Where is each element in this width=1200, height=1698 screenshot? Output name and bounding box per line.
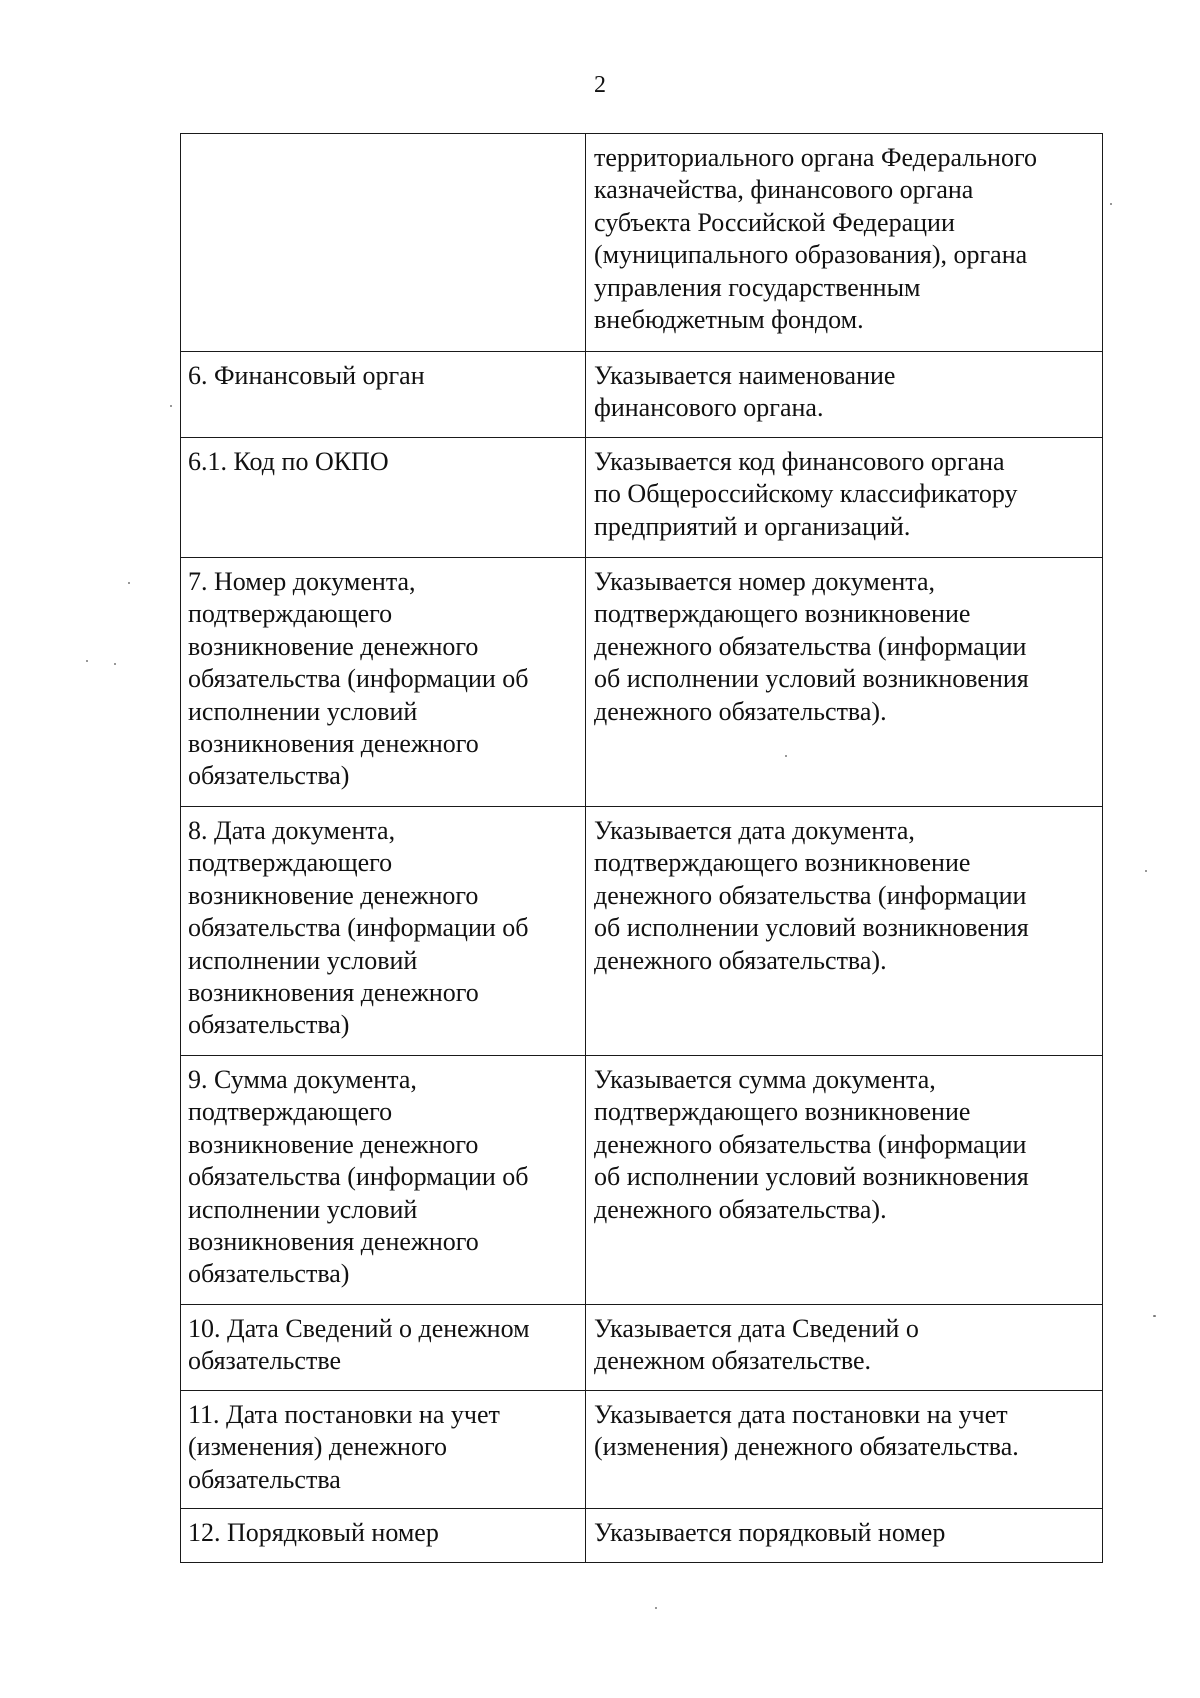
table-row — [181, 1509, 1103, 1563]
field-description-cell: Указывается дата Сведений о денежном обязательстве. — [586, 1305, 1103, 1391]
field-description-cell: Указывается дата документа, подтверждающего возникновение денежного обязательства (информации об исполнении условий возникновения денежного обязательства). — [586, 807, 1103, 1056]
field-name-cell: 8. Дата документа, подтверждающего возникновение денежного обязательства (информации об исполнении условий возникновения денежного обязательства) — [181, 807, 586, 1056]
scan-speck — [86, 660, 88, 662]
table-row — [181, 134, 1103, 352]
field-name-cell: 6.1. Код по ОКПО — [181, 438, 586, 558]
field-name-cell: 9. Сумма документа, подтверждающего возникновение денежного обязательства (информации об исполнении условий возникновения денежного обязательства) — [181, 1056, 586, 1305]
scan-speck — [114, 663, 116, 665]
field-name-cell — [181, 134, 586, 352]
table-row — [181, 1305, 1103, 1391]
scan-speck — [785, 755, 787, 757]
table-row — [181, 1391, 1103, 1509]
field-name-cell: 10. Дата Сведений о денежном обязательстве — [181, 1305, 586, 1391]
field-name-cell: 6. Финансовый орган — [181, 352, 586, 438]
field-description-cell: Указывается наименование финансового органа. — [586, 352, 1103, 438]
field-description-cell: Указывается дата постановки на учет (изменения) денежного обязательства. — [586, 1391, 1103, 1509]
field-description-cell: Указывается код финансового органа по Общероссийскому классификатору предприятий и организаций. — [586, 438, 1103, 558]
field-name-cell: 7. Номер документа, подтверждающего возникновение денежного обязательства (информации об исполнении условий возникновения денежного обязательства) — [181, 558, 586, 807]
table-row — [181, 438, 1103, 558]
field-name-cell: 12. Порядковый номер — [181, 1509, 586, 1563]
table-row — [181, 352, 1103, 438]
field-name-cell: 11. Дата постановки на учет (изменения) денежного обязательства — [181, 1391, 586, 1509]
table-row — [181, 558, 1103, 807]
field-description-cell: Указывается номер документа, подтверждающего возникновение денежного обязательства (информации об исполнении условий возникновения денежного обязательства). — [586, 558, 1103, 807]
scan-speck — [128, 582, 130, 584]
field-description-cell: Указывается сумма документа, подтверждающего возникновение денежного обязательства (информации об исполнении условий возникновения денежного обязательства). — [586, 1056, 1103, 1305]
table-row — [181, 1056, 1103, 1305]
scan-speck — [1145, 870, 1147, 872]
fields-table — [180, 133, 1103, 1563]
field-description-cell: Указывается порядковый номер — [586, 1509, 1103, 1563]
table-row — [181, 807, 1103, 1056]
scan-speck — [655, 1607, 657, 1609]
page-number: 2 — [594, 72, 606, 98]
scan-speck — [170, 405, 172, 407]
scan-speck — [1110, 203, 1112, 205]
scan-speck — [1153, 1315, 1156, 1317]
field-description-cell: территориального органа Федерального казначейства, финансового органа субъекта Российской Федерации (муниципального образования), органа управления государственным внебюджетным фондом. — [586, 134, 1103, 352]
